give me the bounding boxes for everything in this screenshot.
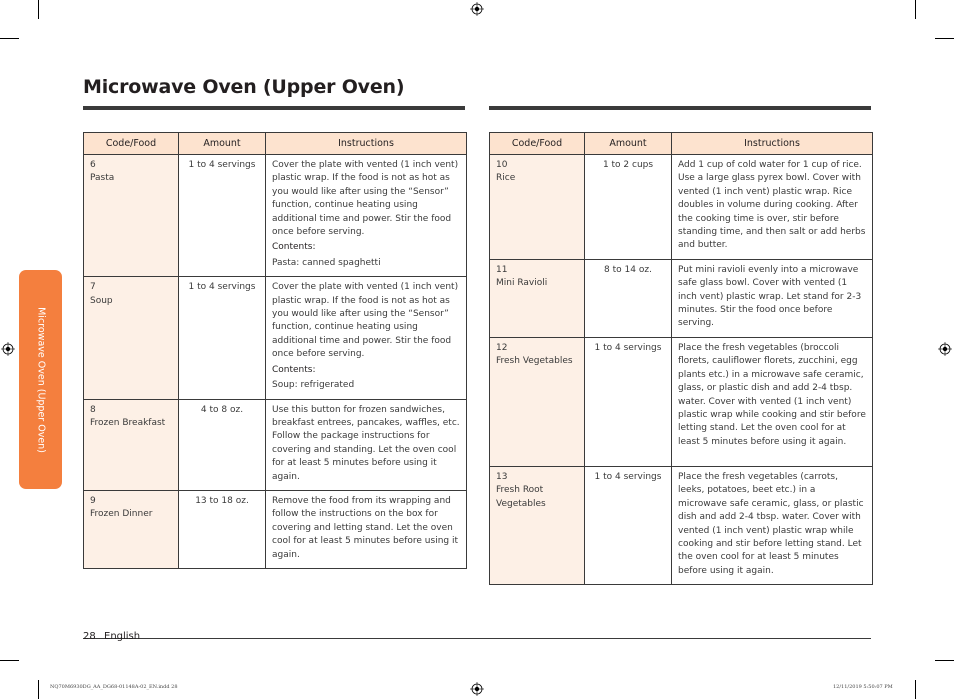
food-cell: [84, 399, 179, 490]
food-cell: [84, 155, 179, 277]
amount-cell: 1 to 4 servings: [179, 277, 266, 399]
food-name: Rice: [496, 173, 516, 184]
food-name: Soup: [90, 295, 113, 306]
instructions-text: Put mini ravioli evenly into a microwave safe glass bowl. Cover with vented (1 inch vent) plastic wrap. Let stand for 2-3 minutes. Stir the food once before serving.: [678, 264, 862, 329]
instructions-cell: [672, 155, 873, 260]
instructions-text: Cover the plate with vented (1 inch vent) plastic wrap. If the food is not as hot as you would like after using the “Sensor” function, continue heating using additional time and power. Stir the food once before serving.: [272, 160, 459, 238]
table-row: [84, 155, 467, 277]
cooking-table-right: [489, 132, 873, 585]
print-slug-right: 12/11/2019 5:50:07 PM: [833, 684, 893, 690]
food-cell: [490, 466, 585, 584]
amount-cell: 8 to 14 oz.: [585, 259, 672, 337]
page-number: 28: [83, 631, 96, 642]
table-row: [84, 399, 467, 490]
table-header-row: [490, 133, 873, 155]
instructions-cell: [672, 466, 873, 584]
instructions-text: Place the fresh vegetables (carrots, leeks, potatoes, beet etc.) in a microwave safe ceramic, glass, or plastic dish and add 2-4 tbsp. water. Cover with vented (1 inch vent) plastic wrap while cooking and stir before letting stand. Let the oven cool for at least 5 minutes before using it again.: [678, 471, 864, 576]
crop-mark: [0, 660, 19, 661]
column-header-code-food: Code/Food: [490, 133, 585, 155]
food-code: 9: [90, 495, 96, 506]
instructions-text: Remove the food from its wrapping and follow the instructions on the box for covering and letting stand. Let the oven cool for at least 5 minutes before using it again.: [272, 495, 458, 560]
food-code: 7: [90, 282, 96, 293]
column-header-code-food: Code/Food: [84, 133, 179, 155]
crop-mark: [935, 38, 954, 39]
crop-mark: [915, 0, 916, 19]
column-header-amount: Amount: [179, 133, 266, 155]
table-row: [490, 466, 873, 584]
crop-mark: [915, 680, 916, 699]
instructions-cell: [672, 337, 873, 466]
contents-text: Soup: refrigerated: [272, 380, 355, 391]
food-code: 6: [90, 160, 96, 170]
food-name: Frozen Dinner: [90, 509, 153, 520]
instructions-cell: [266, 155, 467, 277]
food-cell: [490, 259, 585, 337]
contents-label: Contents:: [272, 242, 316, 253]
instructions-text: Add 1 cup of cold water for 1 cup of rice. Use a large glass pyrex bowl. Cover with vented (1 inch vent) plastic wrap. Rice doubles in volume during cooking. After the cooking time is over, stir before standing time, and then salt or add herbs and butter.: [678, 160, 866, 251]
amount-cell: 1 to 4 servings: [585, 466, 672, 584]
column-header-instructions: Instructions: [266, 133, 467, 155]
instructions-cell: [266, 490, 467, 568]
food-name: Frozen Breakfast: [90, 417, 166, 428]
instructions-cell: [266, 277, 467, 399]
table-row: [84, 490, 467, 568]
crop-mark: [935, 660, 954, 661]
food-name: Fresh Root Vegetables: [496, 485, 546, 509]
table-row: [490, 337, 873, 466]
crop-mark: [38, 0, 39, 19]
print-slug-left: NQ70M6930DG_AA_DG68-01148A-02_EN.indd 28: [50, 684, 178, 690]
food-name: Mini Ravioli: [496, 278, 548, 289]
amount-cell: 1 to 2 cups: [585, 155, 672, 260]
title-rule-left: [83, 106, 465, 110]
food-name: Pasta: [90, 173, 115, 184]
table-header-row: [84, 133, 467, 155]
contents-text: Pasta: canned spaghetti: [272, 257, 381, 268]
table-row: [490, 259, 873, 337]
crop-mark: [0, 38, 19, 39]
column-header-instructions: Instructions: [672, 133, 873, 155]
cooking-table-left: [83, 132, 467, 569]
column-header-amount: Amount: [585, 133, 672, 155]
food-code: 11: [496, 264, 508, 275]
food-cell: [84, 277, 179, 399]
contents-label: Contents:: [272, 364, 316, 375]
food-code: 13: [496, 471, 508, 482]
amount-cell: 1 to 4 servings: [179, 155, 266, 277]
instructions-text: Place the fresh vegetables (broccoli florets, cauliflower florets, zucchini, egg plants etc.) in a microwave safe ceramic, glass, or plastic dish and add 2-4 tbsp. water. Cover with vented (1 inch vent) plastic wrap while cooking and stir before letting stand. Let the oven cool for at least 5 minutes before using it again.: [678, 342, 866, 447]
instructions-cell: [672, 259, 873, 337]
instructions-text: Cover the plate with vented (1 inch vent) plastic wrap. If the food is not as hot as you would like after using the “Sensor” function, continue heating using additional time and power. Stir the food once before serving.: [272, 282, 459, 360]
registration-mark-icon: [1, 342, 15, 356]
amount-cell: 4 to 8 oz.: [179, 399, 266, 490]
amount-cell: 1 to 4 servings: [585, 337, 672, 466]
page-language: English: [104, 631, 141, 642]
section-side-tab: [19, 270, 62, 489]
food-code: 12: [496, 342, 508, 353]
table-row: [490, 155, 873, 260]
amount-cell: 13 to 18 oz.: [179, 490, 266, 568]
registration-mark-icon: [938, 342, 952, 356]
title-rule-right: [489, 106, 871, 110]
food-cell: [490, 155, 585, 260]
page-title: Microwave Oven (Upper Oven): [83, 76, 405, 98]
table-row: [84, 277, 467, 399]
food-code: 10: [496, 160, 508, 170]
instructions-text: Use this button for frozen sandwiches, breakfast entrees, pancakes, waffles, etc. Follow the package instructions for covering and standing. Let the oven cool for at least 5 minutes before using it again.: [272, 404, 460, 482]
instructions-cell: [266, 399, 467, 490]
footer-rule: [83, 638, 871, 639]
crop-mark: [38, 680, 39, 699]
food-cell: [84, 490, 179, 568]
registration-mark-icon: [470, 682, 484, 696]
food-cell: [490, 337, 585, 466]
registration-mark-icon: [470, 2, 484, 16]
food-name: Fresh Vegetables: [496, 356, 573, 367]
side-tab-label: Microwave Oven (Upper Oven): [35, 306, 46, 453]
food-code: 8: [90, 404, 96, 415]
